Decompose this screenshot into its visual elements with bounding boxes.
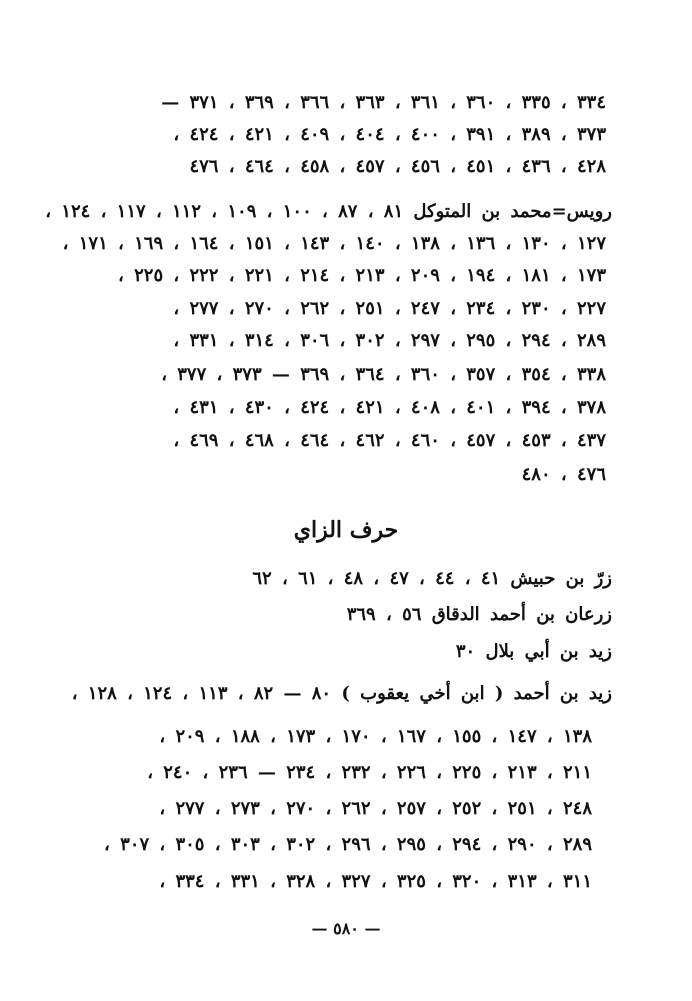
index-line: ٤٢٨ ، ٤٣٦ ، ٤٥١ ، ٤٥٦ ، ٤٥٧ ، ٤٥٨ ، ٤٦٤ ، ٤٧٦ bbox=[189, 156, 606, 177]
index-entry-ruways: رويس=محمد بن المتوكل ٨١ ، ٨٧ ، ١٠٠ ، ١٠٩ ، ١١٢ ، ١١٧ ، ١٢٤ ، bbox=[45, 201, 612, 222]
index-entry-zurān: زرعان بن أحمد الدقاق ٥٦ ، ٣٦٩ bbox=[346, 604, 612, 625]
index-line: ٣٣٤ ، ٣٣٥ ، ٣٦٠ ، ٣٦١ ، ٣٦٣ ، ٣٦٦ ، ٣٦٩ ، ٣٧١ — bbox=[161, 92, 606, 113]
index-line: ٢٨٩ ، ٢٩٠ ، ٢٩٤ ، ٢٩٥ ، ٢٩٦ ، ٣٠٢ ، ٣٠٣ ، ٣٠٥ ، ٣٠٧ ، bbox=[104, 834, 592, 855]
index-line: ٣١١ ، ٣١٣ ، ٣٢٠ ، ٣٢٥ ، ٣٢٧ ، ٣٢٨ ، ٣٣١ ، ٣٣٤ ، bbox=[159, 871, 592, 892]
index-line: ٢٢٧ ، ٢٣٠ ، ٢٣٤ ، ٢٤٧ ، ٢٥١ ، ٢٦٢ ، ٢٧٠ ، ٢٧٧ ، bbox=[173, 298, 606, 319]
index-line: ٢١١ ، ٢١٣ ، ٢٢٥ ، ٢٢٦ ، ٢٣٢ ، ٢٣٤ — ٢٣٦ ، ٢٤٠ ، bbox=[147, 762, 592, 783]
index-line: ٤٣٧ ، ٤٥٣ ، ٤٥٧ ، ٤٦٠ ، ٤٦٢ ، ٤٦٤ ، ٤٦٨ ، ٤٦٩ ، bbox=[173, 430, 606, 451]
index-line: ١٧٣ ، ١٨١ ، ١٩٤ ، ٢٠٩ ، ٢١٣ ، ٢١٤ ، ٢٢١ ، ٢٢٢ ، ٢٢٥ ، bbox=[118, 265, 606, 286]
page-number: — ٥٨٠ — bbox=[311, 919, 381, 938]
index-line: ١٢٧ ، ١٣٠ ، ١٣٦ ، ١٣٨ ، ١٤٠ ، ١٤٣ ، ١٥١ ، ١٦٤ ، ١٦٩ ، ١٧١ ، bbox=[62, 233, 606, 254]
index-line: ٣٣٨ ، ٣٥٤ ، ٣٥٧ ، ٣٦٠ ، ٣٦٤ ، ٣٦٩ — ٣٧٣ ، ٣٧٧ ، bbox=[161, 364, 606, 385]
index-line: ٣٧٨ ، ٣٩٤ ، ٤٠١ ، ٤٠٨ ، ٤٢١ ، ٤٢٤ ، ٤٣٠ ، ٤٣١ ، bbox=[173, 397, 606, 418]
index-line: ٢٤٨ ، ٢٥١ ، ٢٥٢ ، ٢٥٧ ، ٢٦٢ ، ٢٧٠ ، ٢٧٣ ، ٢٧٧ ، bbox=[159, 798, 592, 819]
index-line: ١٣٨ ، ١٤٧ ، ١٥٥ ، ١٦٧ ، ١٧٠ ، ١٧٣ ، ١٨٨ ، ٢٠٩ ، bbox=[159, 726, 592, 747]
index-line: ٤٧٦ ، ٤٨٠ bbox=[521, 464, 606, 485]
section-heading: حرف الزاي bbox=[293, 517, 399, 543]
index-entry-zirr: زرّ بن حبيش ٤١ ، ٤٤ ، ٤٧ ، ٤٨ ، ٦١ ، ٦٢ bbox=[252, 568, 612, 589]
index-line: ٣٧٣ ، ٣٨٩ ، ٣٩١ ، ٤٠٠ ، ٤٠٤ ، ٤٠٩ ، ٤٢١ ، ٤٢٤ ، bbox=[173, 124, 606, 145]
index-line: ٢٨٩ ، ٢٩٤ ، ٢٩٥ ، ٢٩٧ ، ٣٠٢ ، ٣٠٦ ، ٣١٤ ، ٣٣١ ، bbox=[173, 330, 606, 351]
index-entry-zayd-abi-bilal: زيد بن أبي بلال ٣٠ bbox=[455, 641, 612, 662]
index-entry-zayd-ahmad: زيد بن أحمد ( ابن أخي يعقوب ) ٨٠ — ٨٢ ، ١١٣ ، ١٢٤ ، ١٢٨ ، bbox=[71, 683, 612, 704]
